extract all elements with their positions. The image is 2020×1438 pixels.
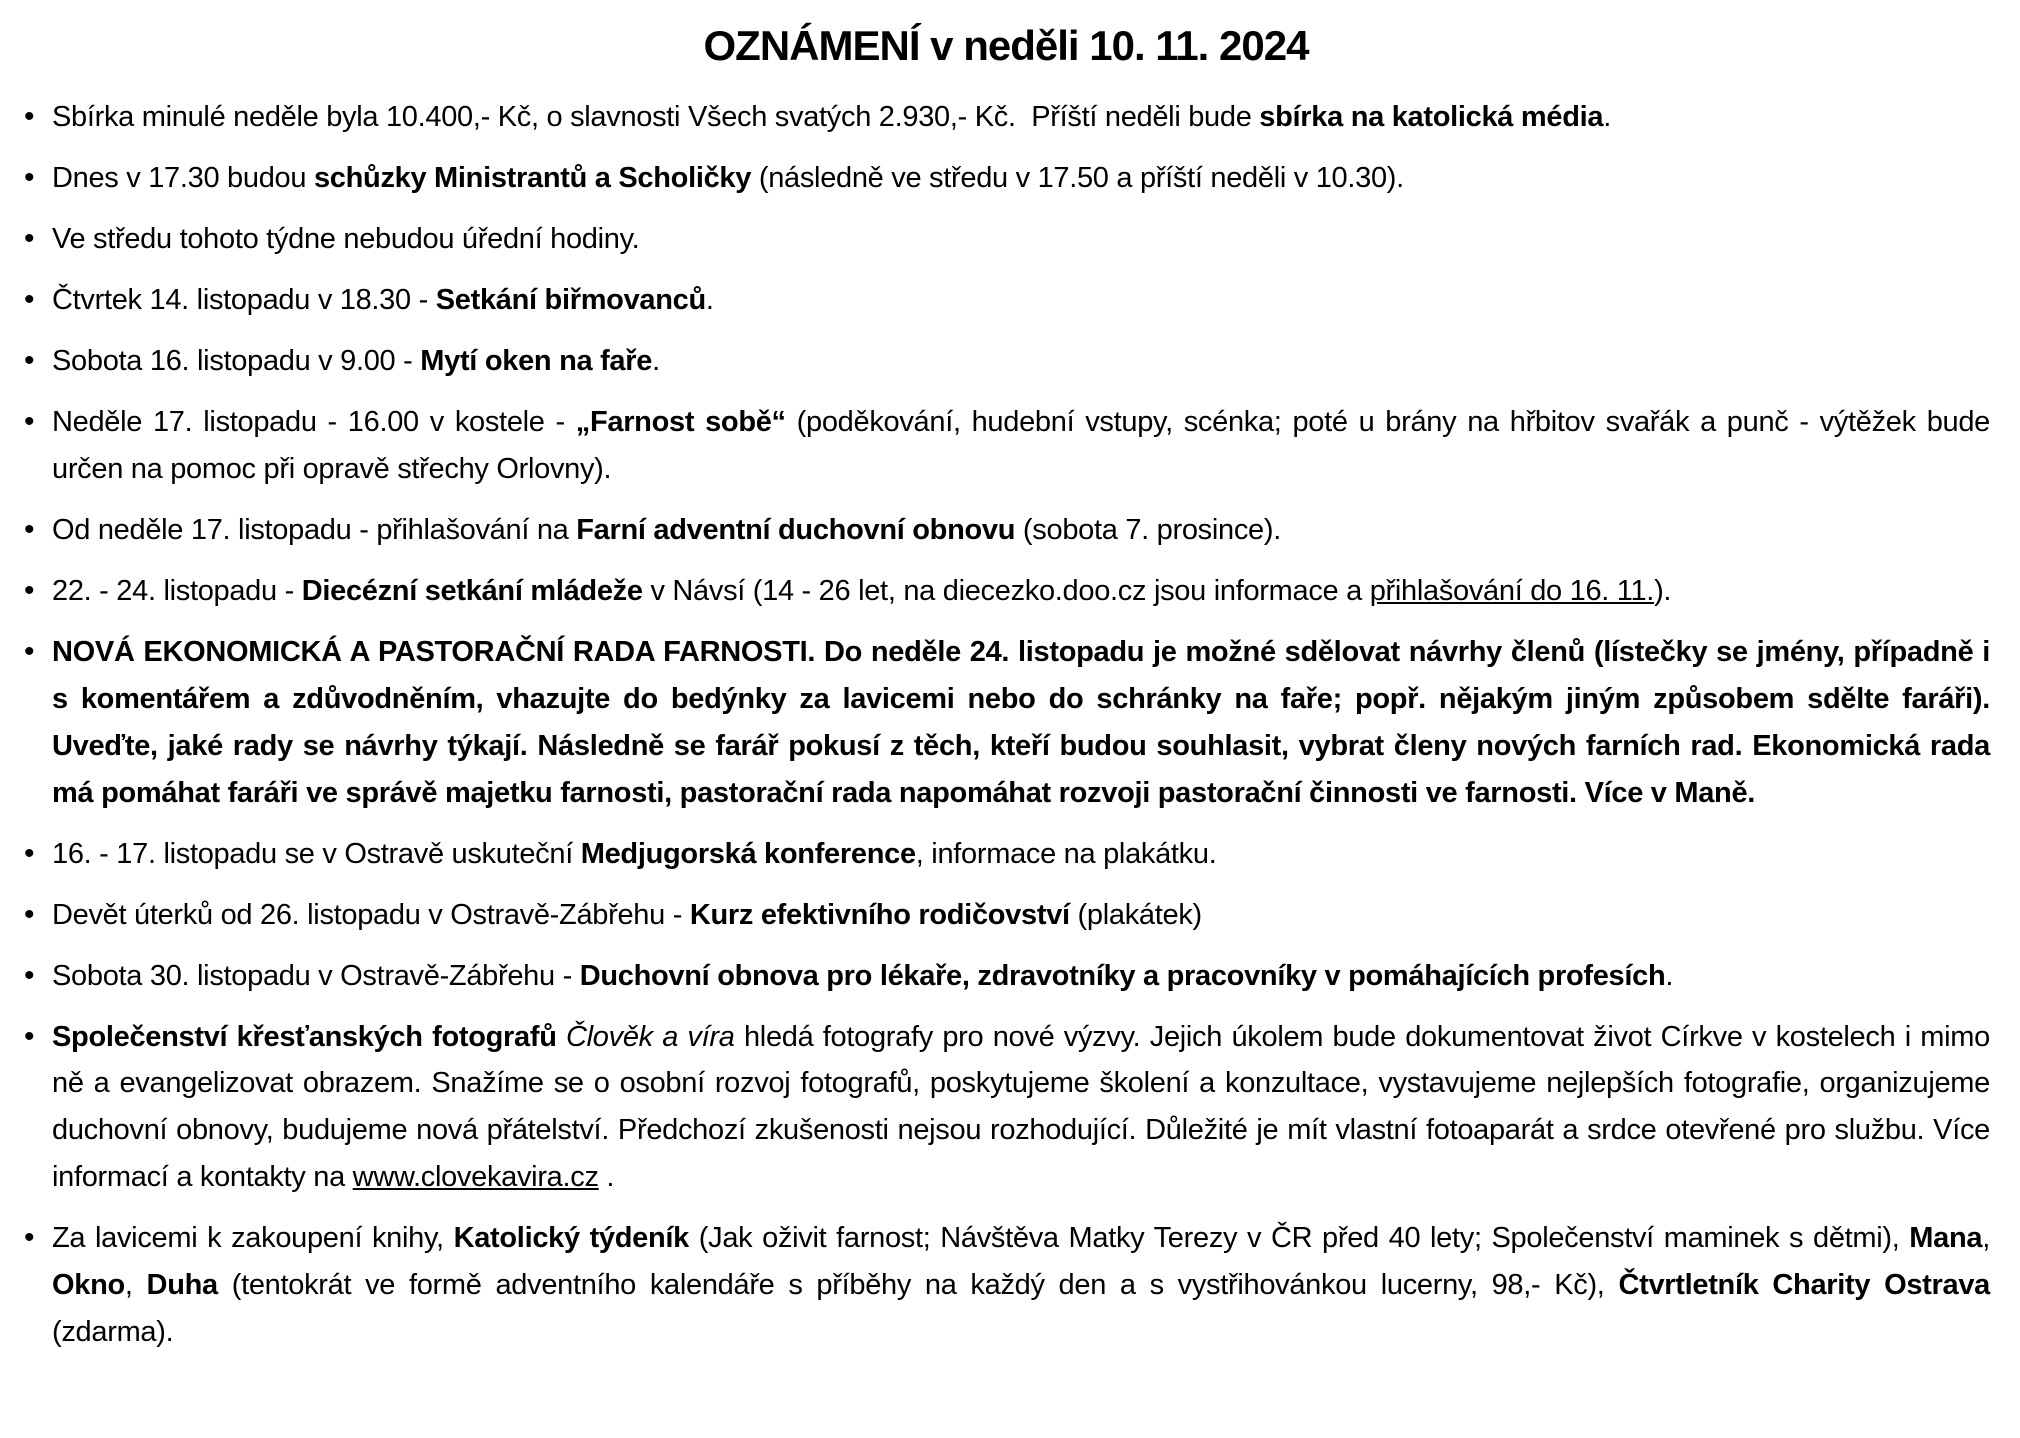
announcement-item: [22, 94, 1990, 141]
text-segment: Společenství křesťanských fotografů: [52, 1020, 567, 1053]
text-segment: Medjugorská konference: [580, 837, 916, 870]
text-segment: 22. - 24. listopadu -: [52, 574, 302, 607]
announcement-item: [22, 399, 1990, 493]
text-segment: Čtvrtletník Charity Ostrava: [1618, 1269, 1991, 1302]
announcement-item: [22, 216, 1990, 263]
text-segment: sbírka na katolická média: [1259, 101, 1604, 133]
text-segment: Mytí oken na faře: [420, 344, 653, 377]
text-segment: Sobota 30. listopadu v Ostravě-Zábřehu -: [52, 959, 580, 992]
text-segment: Mana: [1909, 1222, 1983, 1255]
announcement-item: [22, 1215, 1990, 1356]
text-segment: ,: [1982, 1222, 1990, 1255]
text-segment: (následně ve středu v 17.50 a příští neděli v 10.30).: [751, 161, 1404, 194]
text-segment: ,: [124, 1269, 147, 1302]
text-segment: Okno: [52, 1269, 125, 1302]
text-segment: Neděle 17. listopadu - 16.00 v kostele -: [52, 405, 576, 438]
announcement-item: [22, 277, 1990, 324]
text-segment: , informace na plakátku.: [915, 837, 1217, 870]
text-segment: (Jak oživit farnost; Návštěva Matky Terezy v ČR před 40 lety; Společenství maminek s dětmi),: [689, 1222, 1910, 1255]
text-segment: Dnes v 17.30 budou: [52, 161, 314, 194]
text-segment: Člověk a víra: [566, 1020, 735, 1053]
text-segment: Katolický týdeník: [453, 1222, 690, 1255]
text-segment: ).: [1654, 574, 1672, 607]
announcement-item: [22, 953, 1990, 1000]
link-prihlasovani[interactable]: přihlašování do 16. 11.: [1369, 574, 1655, 607]
text-segment: hledá fotografy pro nové výzvy. Jejich úkolem bude dokumentovat život Církve v kostelech i mimo ně a evangelizovat obrazem. Snažíme se o osobní rozvoj fotografů, poskytujeme školení a konzultace, vystavujeme nejlepších fotografie, organizujeme duchovní obnovy, budujeme nová přátelství. Předchozí zkušenosti nejsou rozhodující. Důležité je mít vlastní fotoaparát a srdce otevřené pro službu. Více informací a kontakty na: [52, 1020, 1990, 1194]
page-title: OZNÁMENÍ v neděli 10. 11. 2024: [703, 22, 1309, 69]
text-segment: Ve středu tohoto týdne nebudou úřední hodiny.: [52, 222, 640, 255]
text-segment: Devět úterků od 26. listopadu v Ostravě-Zábřehu -: [52, 898, 690, 931]
text-segment: .: [652, 344, 660, 377]
text-segment: (tentokrát ve formě adventního kalendáře s příběhy na každý den a s vystřihovánkou lucerny, 98,- Kč),: [217, 1269, 1619, 1302]
announcement-list: [22, 94, 1990, 1356]
text-segment: Za lavicemi k zakoupení knihy,: [52, 1222, 454, 1255]
announcement-item: [22, 831, 1990, 878]
text-segment: .: [705, 283, 714, 316]
announcement-item: [22, 629, 1990, 817]
announcement-item: [22, 568, 1990, 615]
text-segment: Sobota 16. listopadu v 9.00 -: [52, 344, 421, 377]
announcement-item: [22, 338, 1990, 385]
text-segment: (plakátek): [1069, 898, 1202, 931]
text-segment: Duchovní obnova pro lékaře, zdravotníky a pracovníky v pomáhajících profesích: [579, 959, 1666, 992]
text-segment: Diecézní setkání mládeže: [301, 574, 643, 607]
text-segment: Čtvrtek 14. listopadu v 18.30 -: [52, 283, 436, 316]
text-segment: Od neděle 17. listopadu - přihlašování na: [52, 513, 577, 546]
text-segment: Duha: [146, 1269, 218, 1302]
text-segment: NOVÁ EKONOMICKÁ A PASTORAČNÍ RADA FARNOSTI. Do neděle 24. listopadu je možné sdělovat návrhy členů (lístečky se jmény, případně i s komentářem a zdůvodněním, vhazujte do bedýnky za lavicemi nebo do schránky na faře; popř. nějakým jiným způsobem sdělte faráři). Uveďte, jaké rady se návrhy týkají. Následně se farář pokusí z těch, kteří budou souhlasit, vybrat členy nových farních rad. Ekonomická rada má pomáhat faráři ve správě majetku farnosti, pastorační rada napomáhat rozvoji pastorační činnosti ve farnosti. Více v Maně.: [52, 635, 1990, 809]
text-segment: „Farnost sobě“: [575, 405, 786, 438]
text-segment: .: [1603, 101, 1611, 133]
text-segment: schůzky Ministrantů a Scholičky: [313, 161, 752, 194]
text-segment: Farní adventní duchovní obnovu: [576, 513, 1016, 546]
text-segment: .: [598, 1161, 615, 1194]
announcement-item: [22, 507, 1990, 554]
text-segment: 16. - 17. listopadu se v Ostravě uskuteční: [52, 837, 581, 870]
text-segment: v Návsí (14 - 26 let, na diecezko.doo.cz jsou informace a: [642, 574, 1370, 607]
text-segment: .: [1665, 959, 1674, 992]
text-segment: Sbírka minulé neděle byla 10.400,- Kč, o slavnosti Všech svatých 2.930,- Kč. Příští neděli bude: [52, 101, 1260, 133]
text-segment: (poděkování, hudební vstupy, scénka; poté u brány na hřbitov svařák a punč - výtěžek bude určen na pomoc při opravě střechy Orlovny).: [52, 405, 1991, 485]
link-clovekavira[interactable]: www.clovekavira.cz: [352, 1161, 599, 1194]
text-segment: (zdarma).: [52, 1316, 174, 1349]
announcement-item: [22, 155, 1990, 202]
announcement-item: [22, 1014, 1990, 1202]
text-segment: (sobota 7. prosince).: [1015, 513, 1281, 546]
text-segment: Kurz efektivního rodičovství: [689, 898, 1070, 931]
text-segment: Setkání biřmovanců: [435, 283, 706, 316]
announcement-item: [22, 892, 1990, 939]
